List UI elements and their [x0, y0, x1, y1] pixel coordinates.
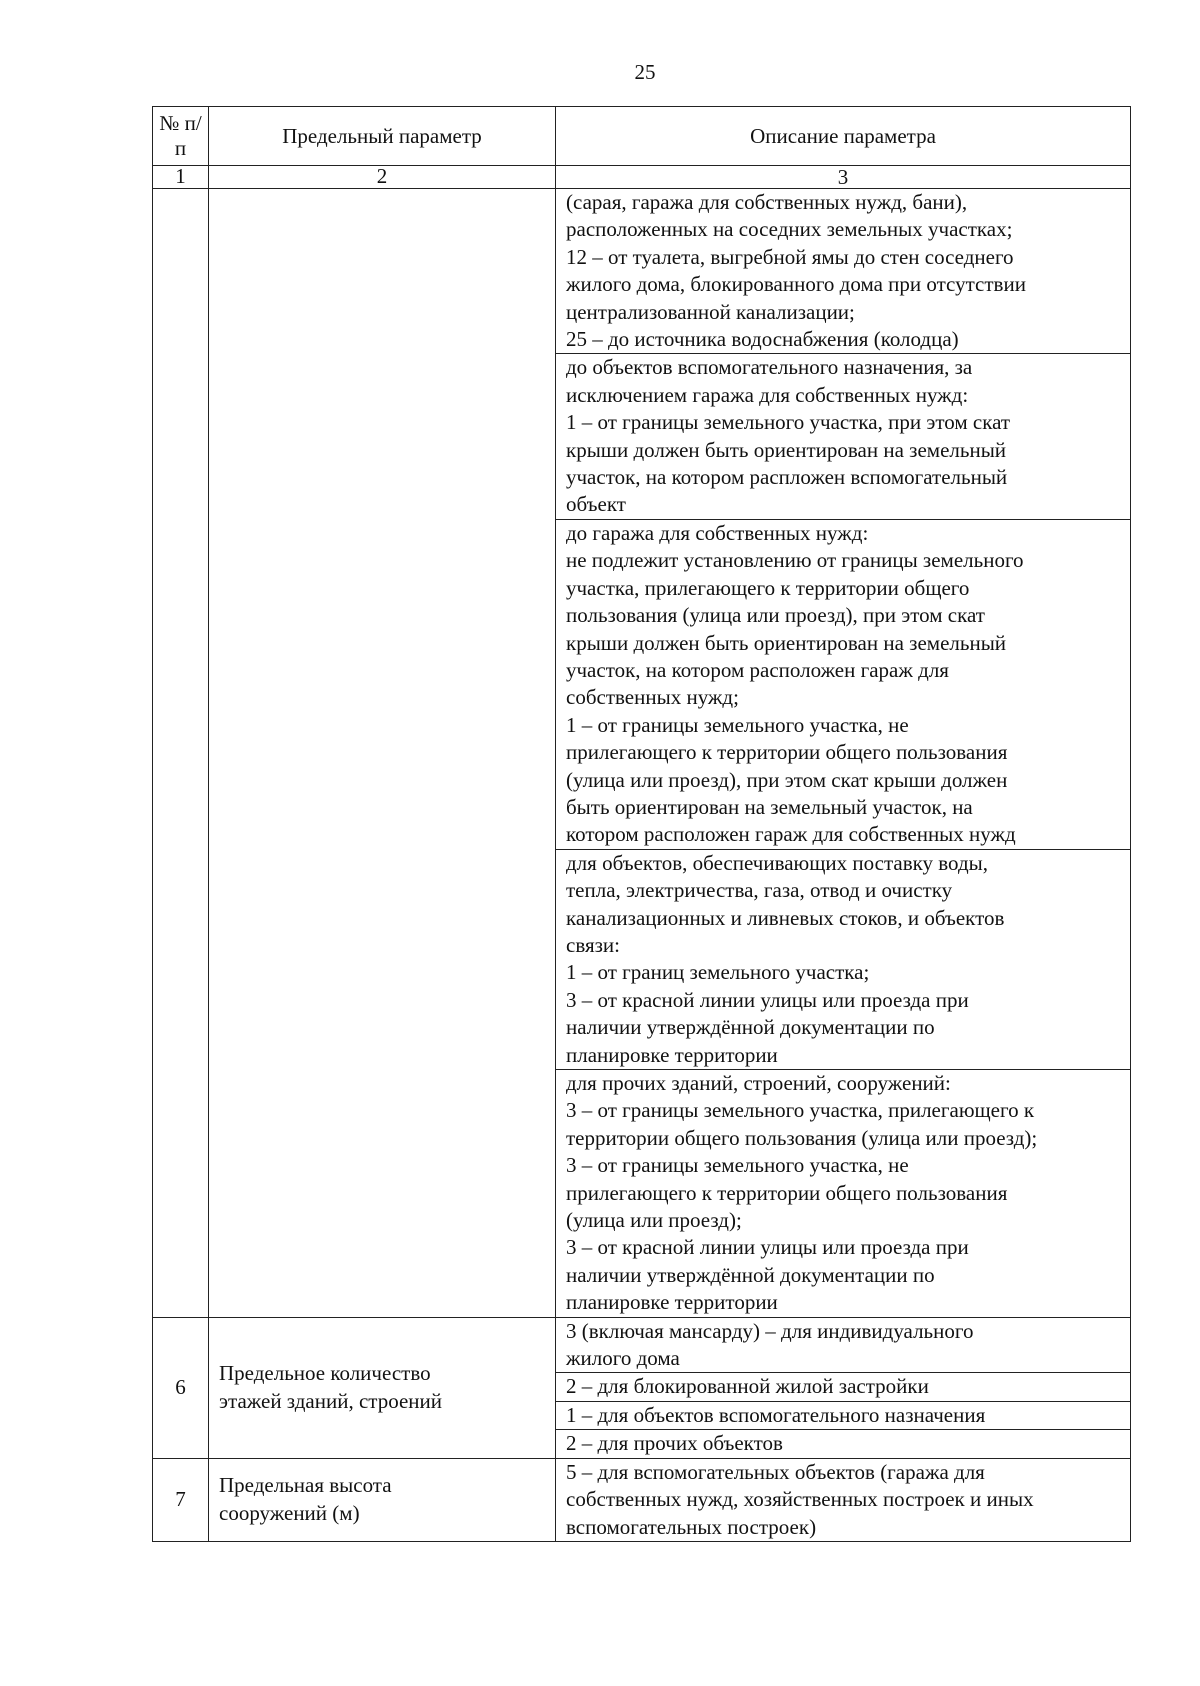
header-description: Описание параметра [556, 107, 1131, 166]
column-numbers-row [153, 166, 1131, 189]
description-block: 1 – для объектов вспомогательного назначения [556, 1401, 1131, 1429]
continuation-parameter-cell [209, 189, 556, 1318]
description-block: до гаража для собственных нужд: не подлежит установлению от границы земельного участка, прилегающего к территории общего пользования (улица или проезд), при этом скат крыши должен быть ориентирован на земельный участок, на котором расположен гараж для собственных нужд; 1 – от границы земельного участка, не прилегающего к территории общего пользования (улица или проезд), при этом скат крыши должен быть ориентирован на земельный участок, на котором расположен гараж для собственных нужд [556, 519, 1131, 849]
parameter-name: Предельное количество этажей зданий, строений [209, 1317, 556, 1458]
description-block: (сарая, гаража для собственных нужд, бани), расположенных на соседних земельных участках; 12 – от туалета, выгребной ямы до стен соседнего жилого дома, блокированного дома при отсутствии централизованной канализации; 25 – до источника водоснабжения (колодца) [556, 189, 1131, 354]
description-block: 2 – для блокированной жилой застройки [556, 1373, 1131, 1401]
column-number-3: 3 [556, 166, 1131, 189]
column-number-1: 1 [153, 166, 209, 189]
header-number: № п/п [153, 107, 209, 166]
row-number: 6 [153, 1317, 209, 1458]
table-row [153, 1458, 1131, 1541]
row-number: 7 [153, 1458, 209, 1541]
description-block: 5 – для вспомогательных объектов (гаража для собственных нужд, хозяйственных построек и иных вспомогательных построек) [556, 1458, 1131, 1541]
continuation-number-cell [153, 189, 209, 1318]
parameters-table [152, 106, 1131, 1542]
page-number: 25 [634, 60, 656, 84]
table-header-row [153, 107, 1131, 166]
description-block: 2 – для прочих объектов [556, 1430, 1131, 1458]
table-row [153, 189, 1131, 354]
description-block: для прочих зданий, строений, сооружений: 3 – от границы земельного участка, прилегающего к территории общего пользования (улица или проезд); 3 – от границы земельного участка, не прилегающего к территории общего пользования (улица или проезд); 3 – от красной линии улицы или проезда при наличии утверждённой документации по планировке территории [556, 1070, 1131, 1318]
header-parameter: Предельный параметр [209, 107, 556, 166]
description-block: для объектов, обеспечивающих поставку воды, тепла, электричества, газа, отвод и очистку канализационных и ливневых стоков, и объектов связи: 1 – от границ земельного участка; 3 – от красной линии улицы или проезда при наличии утверждённой документации по планировке территории [556, 849, 1131, 1069]
parameter-name: Предельная высота сооружений (м) [209, 1458, 556, 1541]
table-row [153, 1317, 1131, 1373]
column-number-2: 2 [209, 166, 556, 189]
description-block: 3 (включая мансарду) – для индивидуального жилого дома [556, 1317, 1131, 1373]
description-block: до объектов вспомогательного назначения, за исключением гаража для собственных нужд: 1 – от границы земельного участка, при этом скат крыши должен быть ориентирован на земельный участок, на котором распложен вспомогательный объект [556, 354, 1131, 519]
